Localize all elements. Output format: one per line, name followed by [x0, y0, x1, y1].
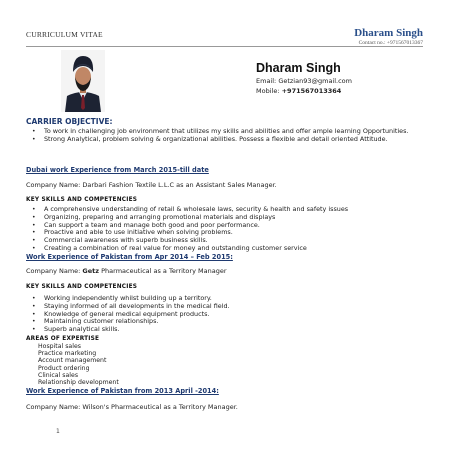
area-item: Account management — [38, 357, 107, 365]
skill-item: • Staying informed of all developments in the medical field. — [26, 303, 426, 311]
company-bold: Getz — [82, 267, 100, 275]
mobile-value: +971567013364 — [281, 87, 342, 95]
pakistan1-skills — [26, 295, 426, 334]
dubai-heading: Dubai work Experience from March 2015-till date — [26, 166, 209, 174]
dubai-company: Company Name: Darbari Fashion Textile L.L.C as an Assistant Sales Manager. — [26, 181, 277, 189]
areas-title: AREAS OF EXPERTISE — [26, 336, 100, 342]
skill-item: • Superb analytical skills. — [26, 326, 426, 334]
skill-item: • Can support a team and manage both good and poor performance. — [26, 222, 431, 230]
profile-photo — [61, 50, 105, 112]
area-item: Practice marketing — [38, 350, 97, 358]
profile-name: Dharam Singh — [256, 61, 341, 75]
skill-item: • Organizing, preparing and arranging promotional materials and displays — [26, 214, 431, 222]
company-prefix: Company Name: — [26, 267, 83, 275]
skill-item: • Knowledge of general medical equipment products. — [26, 311, 426, 319]
areas-list — [26, 343, 119, 386]
area-item: Hospital sales — [38, 343, 81, 350]
header-cv-label: CURRICULUM VITAE — [26, 30, 103, 39]
email-label: Email: — [256, 77, 277, 85]
email-line — [256, 77, 352, 85]
objective-item: • To work in challenging job environment that utilizes my skills and abilities and offer ample learning Opportunities. — [26, 128, 426, 136]
skill-item: • Working independently whilst building up a territory. — [26, 295, 426, 303]
skill-item: • Creating a combination of real value for money and outstanding customer service — [26, 245, 431, 253]
objective-item: • Strong Analytical, problem solving & organizational abilities. Possess a flexible and detail oriented Attitude. — [26, 136, 426, 144]
area-item: Product ordering — [38, 364, 90, 372]
objective-section — [26, 117, 426, 144]
pakistan1-heading: Work Experience of Pakistan from Apr 2014 – Feb 2015: — [26, 253, 233, 261]
page-number: 1 — [56, 428, 60, 435]
area-item: Relationship development — [38, 379, 119, 387]
pakistan2-heading: Work Experience of Pakistan from 2013 April -2014: — [26, 387, 219, 395]
header-name: Dharam Singh — [354, 27, 423, 39]
skill-item: • Commercial awareness with superb business skills. — [26, 237, 431, 245]
mobile-line — [256, 87, 352, 95]
dubai-skills-title: KEY SKILLS AND COMPETENCIES — [26, 197, 138, 203]
mobile-label: Mobile: — [256, 87, 280, 95]
objective-title: CARRIER OBJECTIVE: — [26, 117, 113, 126]
skill-item: • Maintaining customer relationships. — [26, 318, 426, 326]
profile-block — [256, 61, 352, 95]
pakistan1-skills-title: KEY SKILLS AND COMPETENCIES — [26, 284, 138, 290]
dubai-skills — [26, 206, 431, 253]
company-rest: Pharmaceutical as a Territory Manager — [99, 267, 227, 275]
dubai-experience-section — [26, 166, 426, 174]
header-divider — [26, 46, 423, 47]
skill-item: • A comprehensive understanding of retail & wholesale laws, security & health and safety issues — [26, 206, 431, 214]
email-value: Getzian93@gmail.com — [278, 77, 352, 85]
header-contact: Contact no.: +971567013367 — [358, 40, 423, 46]
header-right — [354, 27, 423, 46]
area-item: Clinical sales — [38, 371, 79, 379]
pakistan1-company — [26, 267, 227, 275]
skill-item: • Proactive and able to use initiative when solving problems. — [26, 229, 431, 237]
pakistan2-company: Company Name: Wilson's Pharmaceutical as a Territory Manager. — [26, 403, 238, 411]
